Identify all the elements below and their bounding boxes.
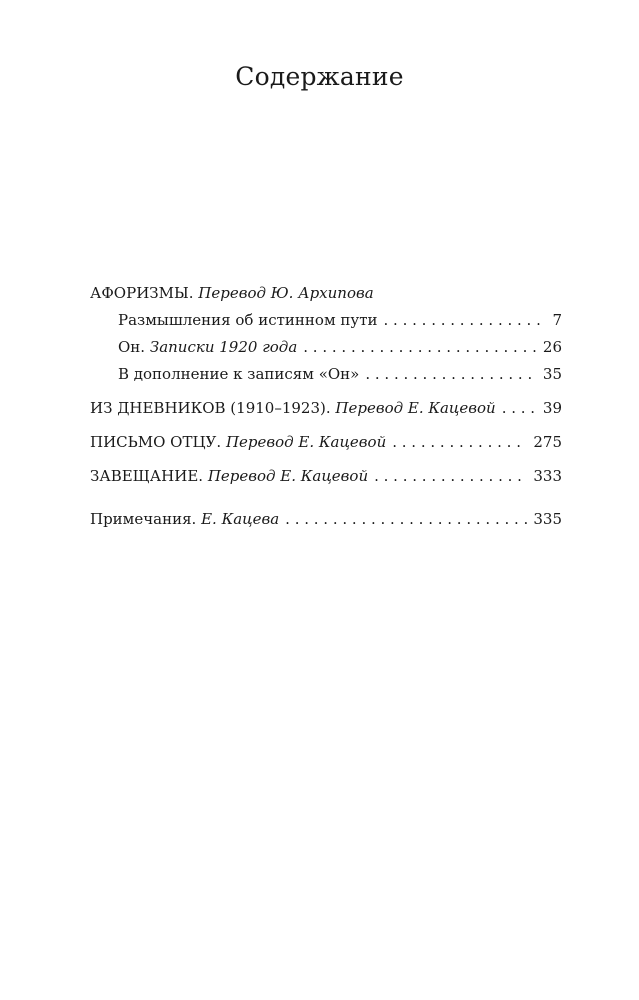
toc-entry-diaries[interactable] (90, 398, 562, 418)
toc-entry-text (118, 310, 378, 330)
toc-entry-title: Размышления об истинном пути (118, 311, 378, 329)
dot-leader (384, 310, 540, 330)
toc-entry-testament[interactable] (90, 466, 562, 486)
toc-entry-translator: Перевод Е. Кацевой (225, 433, 387, 451)
toc-page-number: 26 (542, 338, 562, 356)
toc-entry-translator: Перевод Е. Кацевой (335, 399, 496, 417)
toc-entry-translator: Перевод Е. Кацевой (207, 467, 369, 485)
toc-entry-translator: Перевод Ю. Архипова (198, 284, 374, 302)
toc-entry-title: ИЗ ДНЕВНИКОВ (1910–1923). (90, 399, 331, 417)
toc-entry-he[interactable] (90, 337, 562, 357)
toc-entry-title: Он. (118, 338, 146, 356)
toc-entry-title: В дополнение к записям «Он» (118, 365, 360, 383)
toc-entry-text (90, 432, 386, 452)
toc-page-number: 333 (533, 467, 562, 485)
toc-entry-text (90, 398, 496, 418)
toc-entry-title: ЗАВЕЩАНИЕ. (90, 467, 204, 485)
dot-leader (285, 509, 527, 529)
page-title: Содержание (235, 62, 404, 91)
toc-entry-title: Примечания. (90, 510, 197, 528)
dot-leader (392, 432, 527, 452)
toc-entry-notes[interactable] (90, 509, 562, 529)
table-of-contents (90, 283, 562, 529)
toc-entry-text (90, 466, 368, 486)
toc-page-number: 335 (533, 510, 562, 528)
toc-entry-he-addition[interactable] (90, 364, 562, 384)
toc-entry-text (118, 337, 297, 357)
toc-entry-letter[interactable] (90, 432, 562, 452)
dot-leader (303, 337, 537, 357)
toc-page-number: 35 (542, 365, 562, 383)
toc-entry-aphorisms[interactable] (90, 283, 562, 303)
toc-entry-text (118, 364, 359, 384)
toc-page-number: 7 (552, 311, 562, 329)
toc-entry-true-way[interactable] (90, 310, 562, 330)
toc-entry-text (90, 509, 279, 529)
toc-entry-title: ПИСЬМО ОТЦУ. (90, 433, 222, 451)
toc-entry-author: Е. Кацева (201, 510, 280, 528)
dot-leader (365, 364, 537, 384)
toc-entry-title: АФОРИЗМЫ. (90, 284, 194, 302)
toc-entry-subtitle: Записки 1920 года (149, 338, 298, 356)
dot-leader (502, 398, 537, 418)
toc-page-number: 275 (533, 433, 562, 451)
toc-entry-text (90, 283, 374, 303)
dot-leader (374, 466, 527, 486)
toc-page-number: 39 (542, 399, 562, 417)
